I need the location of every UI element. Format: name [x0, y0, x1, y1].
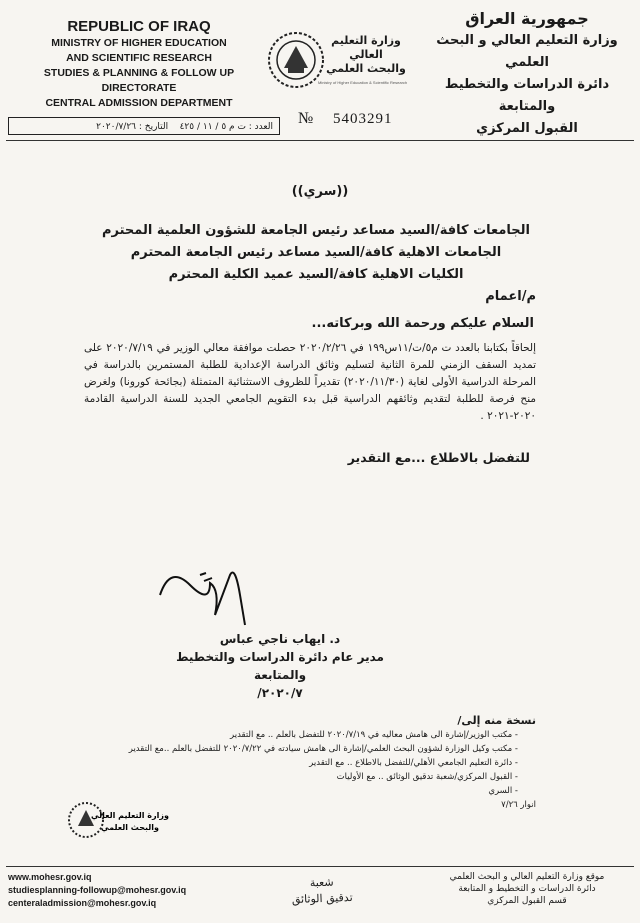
classification: ((سري)): [291, 184, 349, 199]
header-en-line3: AND SCIENTIFIC RESEARCH: [66, 52, 212, 64]
copies-title: نسخة منه إلى/: [457, 714, 536, 727]
seal-line1: وزارة التعليم العالي: [91, 811, 169, 820]
copies-list: [96, 728, 536, 798]
header-ar-line1: جمهورية العراق: [465, 9, 589, 28]
header-ar-line3: دائرة الدراسات والتخطيط والمتابعة: [444, 77, 610, 114]
ministry-seal-icon: [66, 790, 169, 850]
footer-website[interactable]: www.mohesr.gov.iq: [8, 872, 92, 882]
footer-email-planning[interactable]: studiesplanning-followup@mohesr.gov.iq: [8, 885, 187, 895]
header-en-line2: MINISTRY OF HIGHER EDUCATION: [51, 37, 227, 49]
serial-prefix: №: [298, 110, 315, 127]
recipient-line: الجامعات كافة/السيد مساعد رئيس الجامعة للشؤون العلمية المحترم: [102, 223, 530, 238]
reference-number: العدد : ت م ٥ / ١١ / ٤٢٥: [179, 122, 273, 132]
recipient-line: الجامعات الاهلية كافة/السيد مساعد رئيس الجامعة المحترم: [130, 245, 502, 260]
letter-subject: م/اعمام: [485, 289, 536, 304]
logo-wordmark: [326, 34, 406, 76]
section-stamp: [261, 873, 382, 909]
recipients-block: [96, 220, 536, 308]
greeting: السلام عليكم ورحمة الله وبركاته...: [311, 316, 534, 331]
copies-initials: انوار ٧/٢٦: [501, 800, 536, 810]
copy-item: - القبول المركزي/شعبة تدقيق الوثائق .. مع الأوليات: [96, 770, 518, 784]
footer-ar-line3: قسم القبول المركزي: [487, 896, 567, 906]
footer-divider: [6, 866, 634, 867]
recipient-line: الكليات الاهلية كافة/السيد عميد الكلية المحترم: [168, 267, 464, 282]
footer-contacts: [8, 871, 186, 910]
header-en-line1: REPUBLIC OF IRAQ: [67, 18, 211, 35]
serial-value: 5403291: [333, 111, 393, 127]
header-en-line5: CENTRAL ADMISSION DEPARTMENT: [45, 97, 233, 109]
logo-name-line1: وزارة التعليم العالي: [331, 34, 401, 61]
signature-icon: [140, 555, 300, 635]
copy-item: - السري: [96, 784, 518, 798]
letter-body: إلحاقاً بكتابنا بالعدد ت م٥/ت/١١س١٩٩ في ٢٠٢٠/٢/٢٦ حصلت موافقة معالي الوزير في ٢٠٢٠/٧/١٩ على تمديد السقف الزمني للمرة الثانية لتسليم وثائق الدراسة الإعدادية للطلبة المستمرين بالدراسة في المرحلة الدراسية الأولى لغاية (٢٠٢٠/١١/٣٠) تقديراً للظروف الاستثنائية المتمثلة (بجائحة كورونا) ولغرض منح فرصة للطلبة لتقديم وثائقهم الدراسية قبل بدء التقويم الجامعي الجديد للسنة الدراسية القادمة ٢٠٢٠-٢٠٢١ .: [84, 342, 536, 422]
reference-box: [8, 117, 280, 135]
copy-item: - دائرة التعليم الجامعي الأهلي/للتفضل بالاطلاع .. مع التقدير: [96, 756, 518, 770]
signatory-name: د. ايهاب ناجي عباس: [219, 632, 341, 646]
header-divider: [6, 140, 634, 141]
reference-date: التاريخ : ٢٠٢٠/٧/٢٦: [96, 122, 169, 132]
header-english: [14, 18, 264, 111]
stamp-line2: تدقيق الوثائق: [291, 890, 353, 907]
closing-line: للتفضل بالاطلاع ...مع التقدير: [347, 450, 530, 465]
copy-item: - مكتب وكيل الوزارة لشؤون البحث العلمي/إشارة الى هامش سيادته في ٢٠٢٠/٧/٢٢ للتفضل بالعلم ..مع التقدير: [96, 742, 518, 756]
footer-email-admission[interactable]: centeraladmission@mohesr.gov.iq: [8, 898, 157, 908]
footer-ar-line1: موقع وزارة التعليم العالي و البحث العلمي: [449, 872, 605, 882]
logo-name-line2: والبحث العلمي: [326, 62, 406, 75]
header-ar-line4: القبول المركزي: [476, 121, 578, 136]
logo-subtitle: Ministry of Higher Education & Scientific Research: [318, 80, 408, 85]
footer-arabic: [422, 871, 632, 907]
stamp-line1: شعبة: [309, 875, 334, 890]
serial-number: [298, 110, 393, 128]
header-en-line4: STUDIES & PLANNING & FOLLOW UP DIRECTORATE: [43, 67, 235, 94]
copy-item: - مكتب الوزير/إشارة الى هامش معاليه في ٢٠٢٠/٧/١٩ للتفضل بالعلم .. مع التقدير: [96, 728, 518, 742]
footer-ar-line2: دائرة الدراسات و التخطيط و المتابعة: [458, 884, 596, 894]
copies-block: [96, 714, 536, 812]
signatory-title: مدير عام دائرة الدراسات والتخطيط والمتابعة: [176, 650, 384, 682]
ministry-logo-icon: [266, 30, 326, 90]
seal-line2: والبحث العلمي: [101, 823, 159, 832]
header-arabic: [422, 8, 632, 140]
signature-block: [150, 630, 410, 702]
header-ar-line2: وزارة التعليم العالي و البحث العلمي: [436, 33, 618, 70]
signature-date: ٢٠٢٠/٧/: [257, 686, 303, 700]
